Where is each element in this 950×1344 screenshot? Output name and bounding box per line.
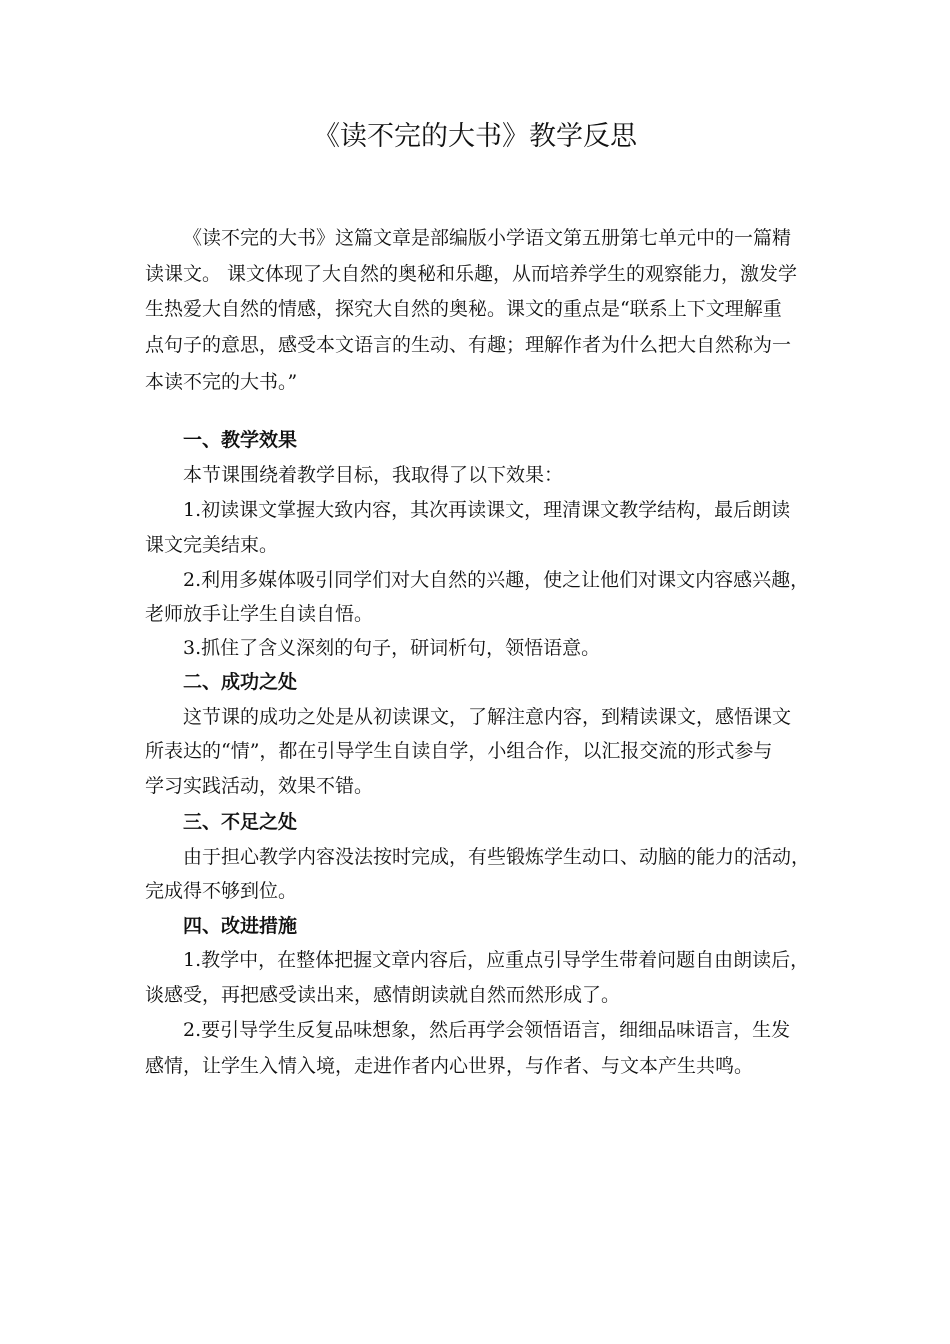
intro-line: 《读不完的大书》这篇文章是部编版小学语文第五册第七单元中的一篇精 (183, 227, 792, 249)
paragraph-line: 这节课的成功之处是从初读课文，了解注意内容，到精读课文，感悟课文 (183, 706, 792, 728)
intro-line: 读课文。 课文体现了大自然的奥秘和乐趣，从而培养学生的观察能力，激发学 (145, 263, 798, 285)
paragraph-line: 3.抓住了含义深刻的句子，研词析句，领悟语意。 (183, 637, 601, 659)
paragraph-line: 本节课围绕着教学目标，我取得了以下效果： (183, 464, 564, 486)
paragraph-line: 2.利用多媒体吸引同学们对大自然的兴趣，使之让他们对课文内容感兴趣， (183, 569, 810, 591)
document-title: 《读不完的大书》教学反思 (313, 121, 637, 152)
section-heading-success: 二、成功之处 (183, 671, 298, 693)
section-heading-improvements: 四、改进措施 (183, 915, 298, 937)
paragraph-line: 谈感受，再把感受读出来，感情朗读就自然而然形成了。 (145, 984, 621, 1006)
paragraph-line: 完成得不够到位。 (145, 880, 298, 902)
intro-line: 本读不完的大书。” (145, 371, 298, 393)
section-heading-teaching-effect: 一、教学效果 (183, 429, 298, 451)
paragraph-line: 老师放手让学生自读自悟。 (145, 603, 374, 625)
paragraph-line: 2.要引导学生反复品味想象，然后再学会领悟语言，细细品味语言，生发 (183, 1019, 791, 1041)
intro-line: 生热爱大自然的情感，探究大自然的奥秘。课文的重点是“联系上下文理解重 (145, 298, 782, 320)
paragraph-line: 所表达的“情”，都在引导学生自读自学，小组合作，以汇报交流的形式参与 (145, 740, 773, 762)
paragraph-line: 由于担心教学内容没法按时完成，有些锻炼学生动口、动脑的能力的活动， (183, 846, 811, 868)
intro-line: 点句子的意思，感受本文语言的生动、有趣；理解作者为什么把大自然称为一 (145, 334, 792, 356)
paragraph-line: 课文完美结束。 (145, 534, 279, 556)
section-heading-shortcomings: 三、不足之处 (183, 811, 298, 833)
paragraph-line: 1.教学中，在整体把握文章内容后，应重点引导学生带着问题自由朗读后， (183, 949, 810, 971)
paragraph-line: 学习实践活动，效果不错。 (145, 775, 374, 797)
paragraph-line: 感情，让学生入情入境，走进作者内心世界，与作者、与文本产生共鸣。 (145, 1055, 754, 1077)
paragraph-line: 1.初读课文掌握大致内容，其次再读课文，理清课文教学结构，最后朗读 (183, 499, 791, 521)
